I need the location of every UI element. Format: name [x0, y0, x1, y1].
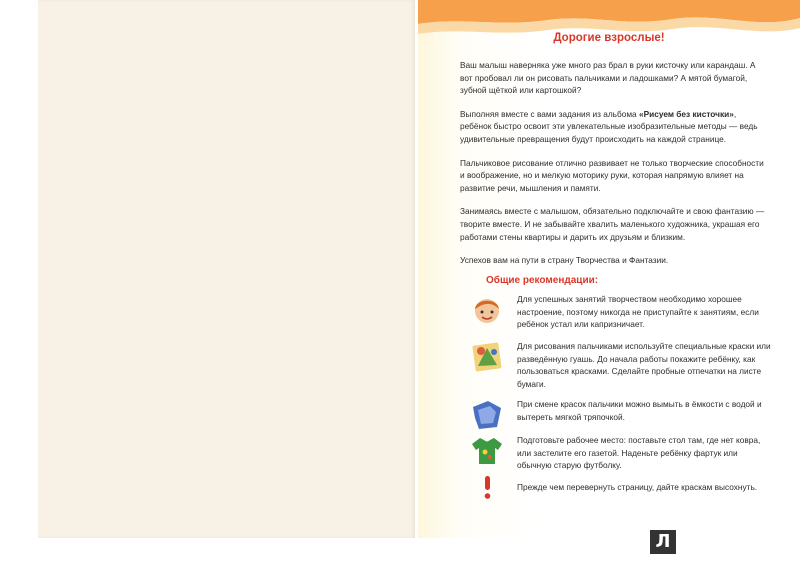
intro-paragraph: Занимаясь вместе с малышом, обязательно подключайте и свою фантазию — творите вместе. И не забывайте хвалить маленького художника, украшая его работами стены квартиры и дарить их друзьям и близким.	[460, 206, 765, 242]
page-title: Дорогие взрослые!	[553, 32, 665, 44]
intro-paragraph: Пальчиковое рисование отлично развивает не только творческие способности и воображение, но и мелкую моторику руки, которая напрямую влияет на развитие речи, мышления и памяти.	[460, 157, 764, 193]
orange-wave-header	[418, 0, 800, 60]
recommendation-text: Подготовьте рабочее место: поставьте стол там, где нет ковра, или застелите его газетой. Наденьте ребёнку фартук или обычную старую футболку.	[517, 435, 761, 471]
intro-paragraph: Успехов вам на пути в страну Творчества и Фантазии.	[460, 255, 669, 266]
intro-text	[460, 59, 765, 278]
album-title: «Рисуем без кисточки»	[638, 108, 734, 119]
recommendation-text: Для успешных занятий творчеством необходимо хорошее настроение, поэтому никогда не приступайте к занятиям, если ребёнок устал или капризничает.	[517, 294, 759, 330]
intro-paragraph	[460, 108, 765, 146]
intro-text-part: , ребёнок быстро освоит эти увлекательные изобразительные методы — ведь удивительные превращения будут происходить на каждой странице.	[460, 108, 758, 144]
recommendation-text: При смене красок пальчики можно вымыть в ёмкости с водой и вытереть мягкой тряпочкой.	[517, 399, 762, 422]
recommendation-text: Для рисования пальчиками используйте специальные краски или разведённую гуашь. До начала работы покажите ребёнку, как пользоваться красками. Сделайте пробные отпечатки на листе бумаги.	[517, 341, 771, 389]
intro-text-part: Выполняя вместе с вами задания из альбома	[460, 108, 639, 119]
child-face-icon	[470, 293, 504, 327]
cloth-icon	[470, 398, 504, 432]
exclamation-icon	[470, 476, 504, 510]
recommendations-title: Общие рекомендации:	[486, 275, 599, 286]
right-page	[418, 0, 800, 538]
intro-paragraph: Ваш малыш наверняка уже много раз брал в руки кисточку или карандаш. А вот пробовал ли он рисовать пальчиками и ладошками? А мятой бумагой, зубной щёткой или картошкой?	[460, 60, 756, 96]
t-shirt-icon	[470, 434, 504, 468]
publisher-logo: Л	[650, 530, 676, 554]
blank-left-page	[38, 0, 415, 538]
paint-palette-icon	[470, 340, 504, 374]
recommendation-text: Прежде чем перевернуть страницу, дайте краскам высохнуть.	[517, 482, 758, 492]
